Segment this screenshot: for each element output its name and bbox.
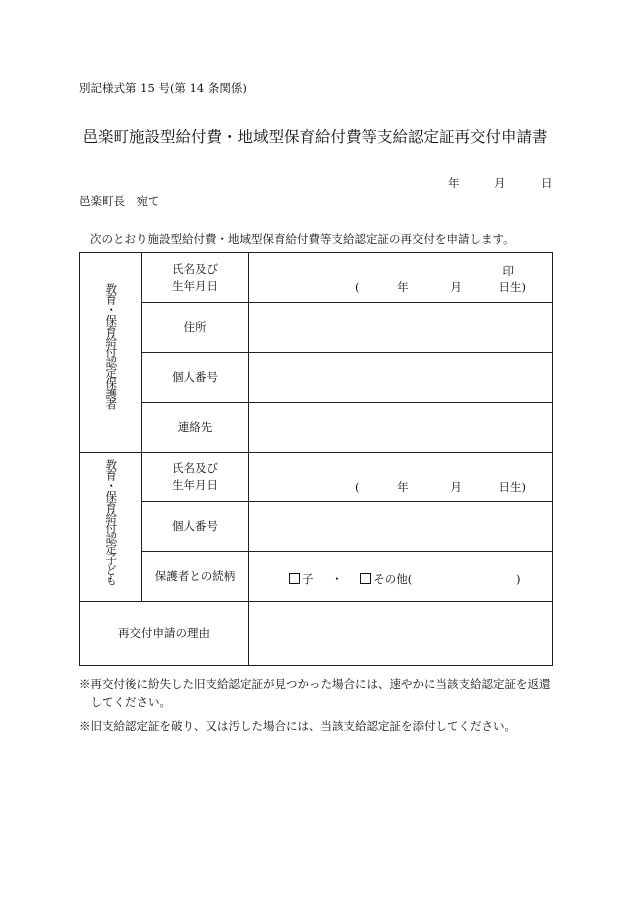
relation-child-label: 子 — [302, 572, 314, 586]
birth-open-paren: ( — [355, 480, 360, 494]
child-relation-label-cell — [142, 552, 249, 602]
relation-separator: ・ — [331, 572, 343, 586]
guardian-address-label: 住所 — [183, 320, 207, 335]
reason-field[interactable] — [249, 602, 553, 666]
guardian-name-field[interactable] — [249, 253, 553, 303]
date-day-label: 日 — [541, 176, 553, 190]
child-id-label-cell — [142, 502, 249, 552]
guardian-name-label: 氏名及び 生年月日 — [172, 261, 218, 293]
relation-other-label: その他( — [373, 572, 413, 586]
birth-year-label: 年 — [397, 280, 409, 294]
reason-row — [80, 602, 553, 666]
guardian-contact-label-cell — [142, 403, 249, 453]
child-group-cell — [80, 453, 142, 602]
birth-month-label: 月 — [450, 480, 462, 494]
child-id-field[interactable] — [249, 502, 553, 552]
guardian-birthdate — [355, 279, 526, 295]
guardian-id-row — [80, 353, 553, 403]
child-id-label: 個人番号 — [172, 519, 218, 534]
guardian-name-label-cell — [142, 253, 249, 303]
child-relation-row — [80, 552, 553, 602]
child-relation-field — [249, 552, 553, 602]
child-id-row — [80, 502, 553, 552]
intro-text: 次のとおり施設型給付費・地域型保育給付費等支給認定証の再交付を申請します。 — [90, 232, 515, 246]
birth-day-label: 日生) — [498, 480, 526, 494]
guardian-address-field[interactable] — [249, 303, 553, 353]
child-name-field[interactable] — [249, 453, 553, 502]
relation-child-checkbox[interactable] — [289, 573, 300, 584]
relation-close-paren: ) — [515, 572, 521, 586]
relation-other-checkbox[interactable] — [360, 573, 371, 584]
guardian-contact-field[interactable] — [249, 403, 553, 453]
guardian-id-field[interactable] — [249, 353, 553, 403]
addressee: 邑楽町長 宛て — [79, 194, 160, 208]
guardian-contact-label: 連絡先 — [177, 420, 213, 435]
date-year-label: 年 — [448, 176, 460, 190]
child-name-label: 氏名及び 生年月日 — [172, 461, 218, 492]
birth-open-paren: ( — [355, 280, 360, 294]
guardian-name-row — [80, 253, 553, 303]
guardian-address-label-cell — [142, 303, 249, 353]
guardian-group-label: 教育・保育給付認定保護者 — [104, 283, 119, 409]
guardian-id-label-cell — [142, 353, 249, 403]
note-return: ※再交付後に紛失した旧支給認定証が見つかった場合には、速やかに当該支給認定証を返還 してください。 — [79, 677, 551, 709]
application-form-table — [79, 252, 553, 666]
child-name-label-cell — [142, 453, 249, 502]
birth-year-label: 年 — [397, 480, 409, 494]
reason-label-cell — [80, 602, 249, 666]
document-title: 邑楽町施設型給付費・地域型保育給付費等支給認定証再交付申請書 — [82, 128, 548, 146]
date-month-label: 月 — [494, 176, 506, 190]
guardian-contact-row — [80, 403, 553, 453]
child-name-row — [80, 453, 553, 502]
child-birthdate — [355, 479, 526, 495]
birth-month-label: 月 — [450, 280, 462, 294]
seal-mark: 印 — [502, 264, 514, 278]
form-number: 別記様式第 15 号(第 14 条関係) — [79, 81, 247, 95]
guardian-group-cell — [80, 253, 142, 453]
guardian-id-label: 個人番号 — [172, 370, 218, 385]
reason-label: 再交付申請の理由 — [118, 626, 210, 641]
child-relation-label: 保護者との続柄 — [154, 569, 236, 584]
child-group-label: 教育・保育給付認定子ども — [104, 459, 119, 585]
relation-options — [289, 571, 520, 587]
note-attach: ※旧支給認定証を破り、又は汚した場合には、当該支給認定証を添付してください。 — [79, 719, 516, 733]
guardian-address-row — [80, 303, 553, 353]
birth-day-label: 日生) — [498, 280, 526, 294]
